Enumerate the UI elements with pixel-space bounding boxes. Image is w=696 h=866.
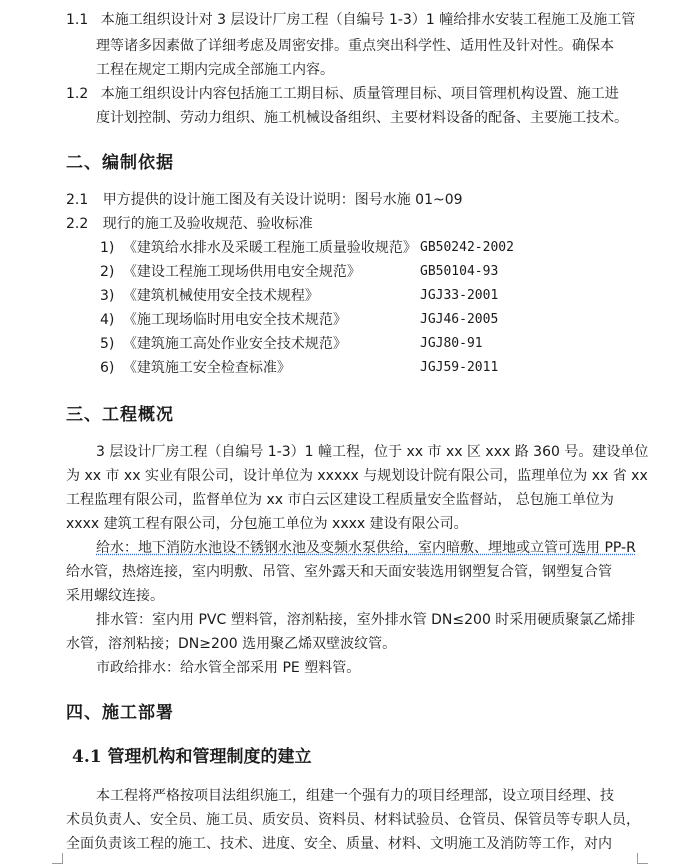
- deployment-line-3: 全面负责该工程的施工、技术、进度、安全、质量、材料、文明施工及消防等工作，对内: [66, 836, 612, 852]
- water-supply-line-3: 采用螺纹连接。: [66, 588, 164, 604]
- paragraph-number: 2.2: [66, 216, 89, 232]
- paragraph-number: 1.1: [66, 12, 89, 28]
- crop-mark-right: [637, 853, 648, 864]
- standard-item: 5) 《建筑施工高处作业安全技术规范》: [100, 336, 347, 352]
- standard-item: 6) 《建筑施工安全检查标准》: [100, 360, 291, 376]
- drainage-line-2: 水管，溶剂粘接；DN≥200 选用聚乙烯双壁波纹管。: [66, 636, 397, 652]
- water-supply-line-2: 给水管，热熔连接，室内明敷、吊管、室外露天和天面安装选用钢塑复合管，钢塑复合管: [66, 564, 612, 580]
- paragraph-2-1: 2.1 甲方提供的设计施工图及有关设计说明：图号水施 01~09: [66, 188, 463, 212]
- paragraph-number: 2.1: [66, 192, 89, 208]
- municipal-line: 市政给排水：给水管全部采用 PE 塑料管。: [96, 660, 361, 676]
- standard-code: JGJ46-2005: [420, 312, 499, 327]
- standard-item: 2) 《建设工程施工现场供用电安全规范》: [100, 264, 361, 280]
- deployment-line-2: 术员负责人、安全员、施工员、质安员、资料员、材料试验员、仓管员、保管员等专职人员，: [66, 812, 640, 828]
- standard-code: GB50242-2002: [420, 240, 514, 255]
- section-heading-basis: 二、编制依据: [66, 153, 174, 173]
- deployment-line-1: 本工程将严格按项目法组织施工，组建一个强有力的项目经理部，设立项目经理、技: [96, 788, 614, 804]
- crop-mark-left: [52, 853, 63, 864]
- overview-line-3: 工程监理有限公司，监督单位为 xx 市白云区建设工程质量安全监督站， 总包施工单位为: [66, 492, 614, 508]
- paragraph-1-1-line-2: 理等诸多因素做了详细考虑及周密安排。重点突出科学性、适用性及针对性。确保本: [96, 38, 614, 54]
- paragraph-1-1-line-3: 工程在规定工期内完成全部施工内容。: [96, 62, 334, 78]
- paragraph-number: 1.2: [66, 86, 89, 102]
- section-heading-deployment: 四、施工部署: [66, 703, 174, 723]
- standard-item: 1) 《建筑给水排水及采暖工程施工质量验收规范》: [100, 240, 417, 256]
- subsection-heading-4-1: 4.1 管理机构和管理制度的建立: [72, 747, 312, 767]
- drainage-line-1: 排水管：室内用 PVC 塑料管，溶剂粘接，室外排水管 DN≤200 时采用硬质聚氯乙烯排: [96, 612, 636, 628]
- paragraph-1-1-line-1: 1.1 本施工组织设计对 3 层设计厂房工程（自编号 1-3）1 幢给排水安装工程施工及施工管: [66, 8, 635, 32]
- standard-code: JGJ80-91: [420, 336, 483, 351]
- paragraph-1-2-line-1: 1.2 本施工组织设计内容包括施工工期目标、质量管理目标、项目管理机构设置、施工进: [66, 82, 619, 106]
- overview-line-2: 为 xx 市 xx 实业有限公司，设计单位为 xxxxx 与规划设计院有限公司，监理单位为 xx 省 xx: [66, 468, 648, 484]
- overview-line-4: xxxx 建筑工程有限公司，分包施工单位为 xxxx 建设有限公司。: [66, 516, 468, 532]
- paragraph-1-2-line-2: 度计划控制、劳动力组织、施工机械设备组织、主要材料设备的配备、主要施工技术。: [96, 110, 628, 126]
- standard-item: 3) 《建筑机械使用安全技术规程》: [100, 288, 319, 304]
- standard-code: GB50104-93: [420, 264, 499, 279]
- standard-item: 4) 《施工现场临时用电安全技术规范》: [100, 312, 347, 328]
- paragraph-2-2: 2.2 现行的施工及验收规范、验收标准: [66, 212, 313, 236]
- standard-code: JGJ33-2001: [420, 288, 499, 303]
- overview-line-1: 3 层设计厂房工程（自编号 1-3）1 幢工程，位于 xx 市 xx 区 xxx 路 360 号。建设单位: [96, 444, 649, 460]
- standard-code: JGJ59-2011: [420, 360, 499, 375]
- section-heading-overview: 三、工程概况: [66, 405, 174, 425]
- water-supply-line-1: 给水：地下消防水池设不锈钢水池及变频水泵供给，室内暗敷、埋地或立管可选用 PP-R: [96, 540, 636, 556]
